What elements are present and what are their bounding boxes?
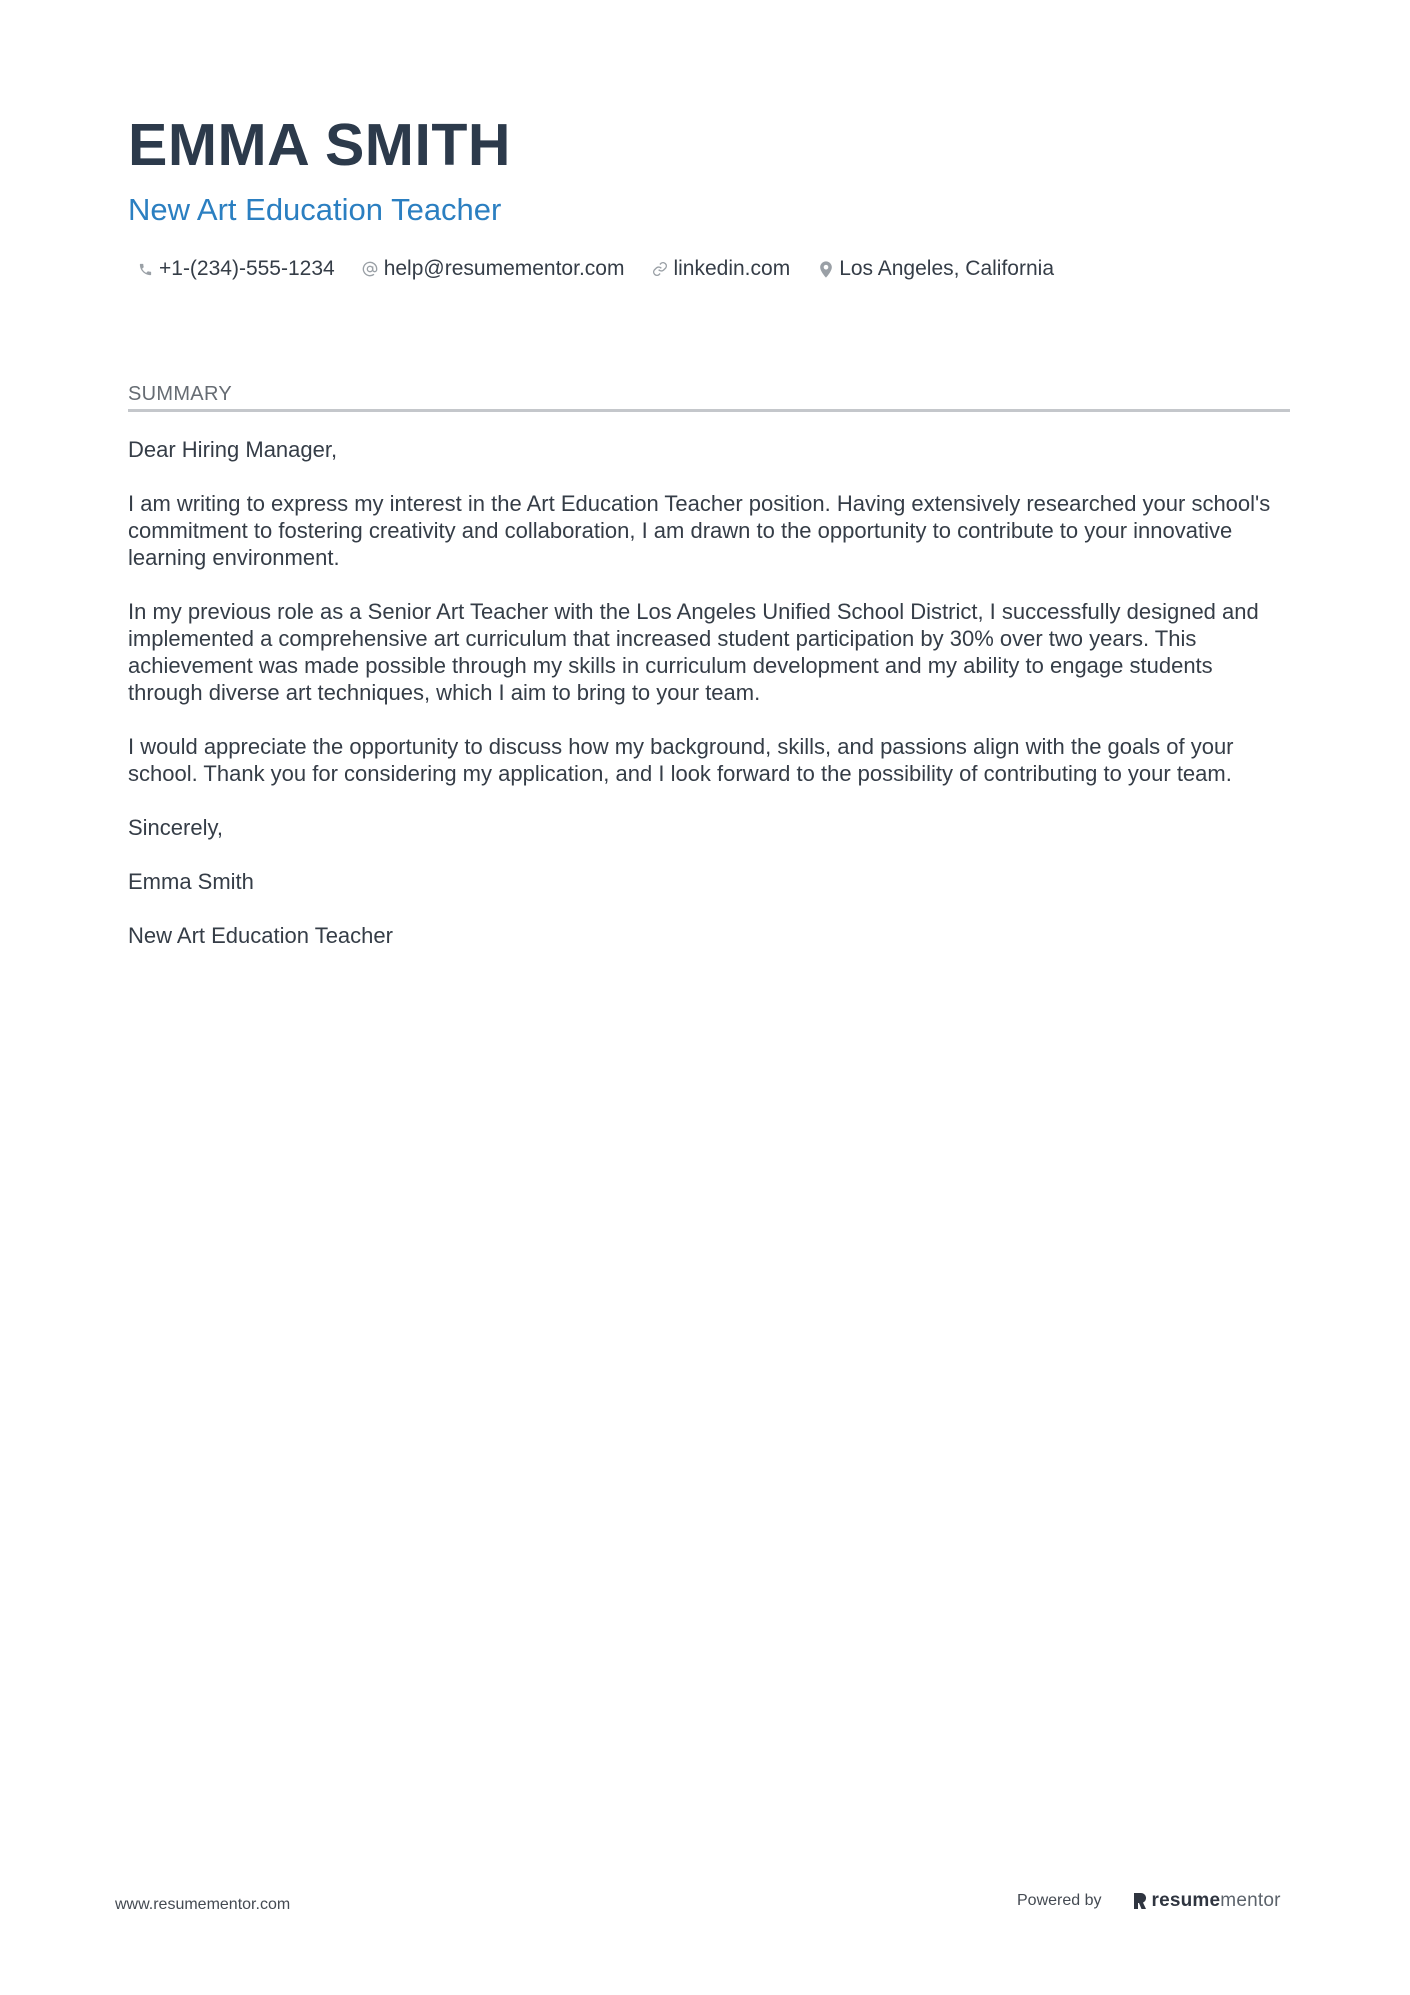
powered-by-label: Powered by bbox=[1017, 1892, 1102, 1909]
contact-email bbox=[362, 256, 625, 282]
brand-word-bold: resume bbox=[1151, 1890, 1221, 1911]
section-heading-summary: SUMMARY bbox=[128, 382, 1290, 412]
letter-closing: Sincerely, bbox=[128, 815, 223, 840]
location-pin-icon bbox=[817, 261, 834, 278]
email-address[interactable]: help@resumementor.com bbox=[383, 257, 625, 280]
applicant-name: EMMA SMITH bbox=[128, 112, 511, 178]
contact-location bbox=[817, 256, 1054, 282]
footer-website-link[interactable]: www.resumementor.com bbox=[115, 1896, 291, 1913]
letter-body bbox=[128, 436, 1290, 949]
resumementor-logo-icon bbox=[1132, 1891, 1148, 1911]
applicant-title: New Art Education Teacher bbox=[128, 192, 502, 227]
letter-paragraph-2: In my previous role as a Senior Art Teacher with the Los Angeles Unified School District, I successfully designed and implemented a comprehensive art curriculum that increased student participation by 30% over two years. This achievement was made possible through my skills in curriculum development and my ability to engage students through diverse art techniques, which I aim to bring to your team. bbox=[128, 599, 1259, 705]
phone-number[interactable]: +1-(234)-555-1234 bbox=[159, 257, 335, 280]
link-icon bbox=[651, 261, 668, 278]
signature-title: New Art Education Teacher bbox=[128, 923, 393, 948]
contact-bar bbox=[128, 256, 1290, 282]
letter-paragraph-1: I am writing to express my interest in the Art Education Teacher position. Having extensively researched your school's commitment to fostering creativity and collaboration, I am drawn to the opportunity to contribute to your innovative learning environment. bbox=[128, 491, 1271, 570]
resumementor-logo[interactable] bbox=[1132, 1890, 1281, 1912]
cover-letter-page bbox=[128, 112, 1290, 976]
letter-salutation: Dear Hiring Manager, bbox=[128, 437, 338, 462]
linkedin-link[interactable]: linkedin.com bbox=[673, 257, 791, 280]
letter-paragraph-3: I would appreciate the opportunity to discuss how my background, skills, and passions align with the goals of your school. Thank you for considering my application, and I look forward to the possibility of contributing to your team. bbox=[128, 734, 1234, 786]
location-text: Los Angeles, California bbox=[839, 257, 1055, 280]
signature-name: Emma Smith bbox=[128, 869, 254, 894]
brand-word-light: mentor bbox=[1220, 1890, 1281, 1911]
phone-icon bbox=[137, 261, 154, 278]
at-icon bbox=[362, 261, 379, 278]
footer-branding bbox=[1017, 1890, 1281, 1912]
contact-linkedin bbox=[651, 256, 790, 282]
contact-phone bbox=[137, 256, 335, 282]
